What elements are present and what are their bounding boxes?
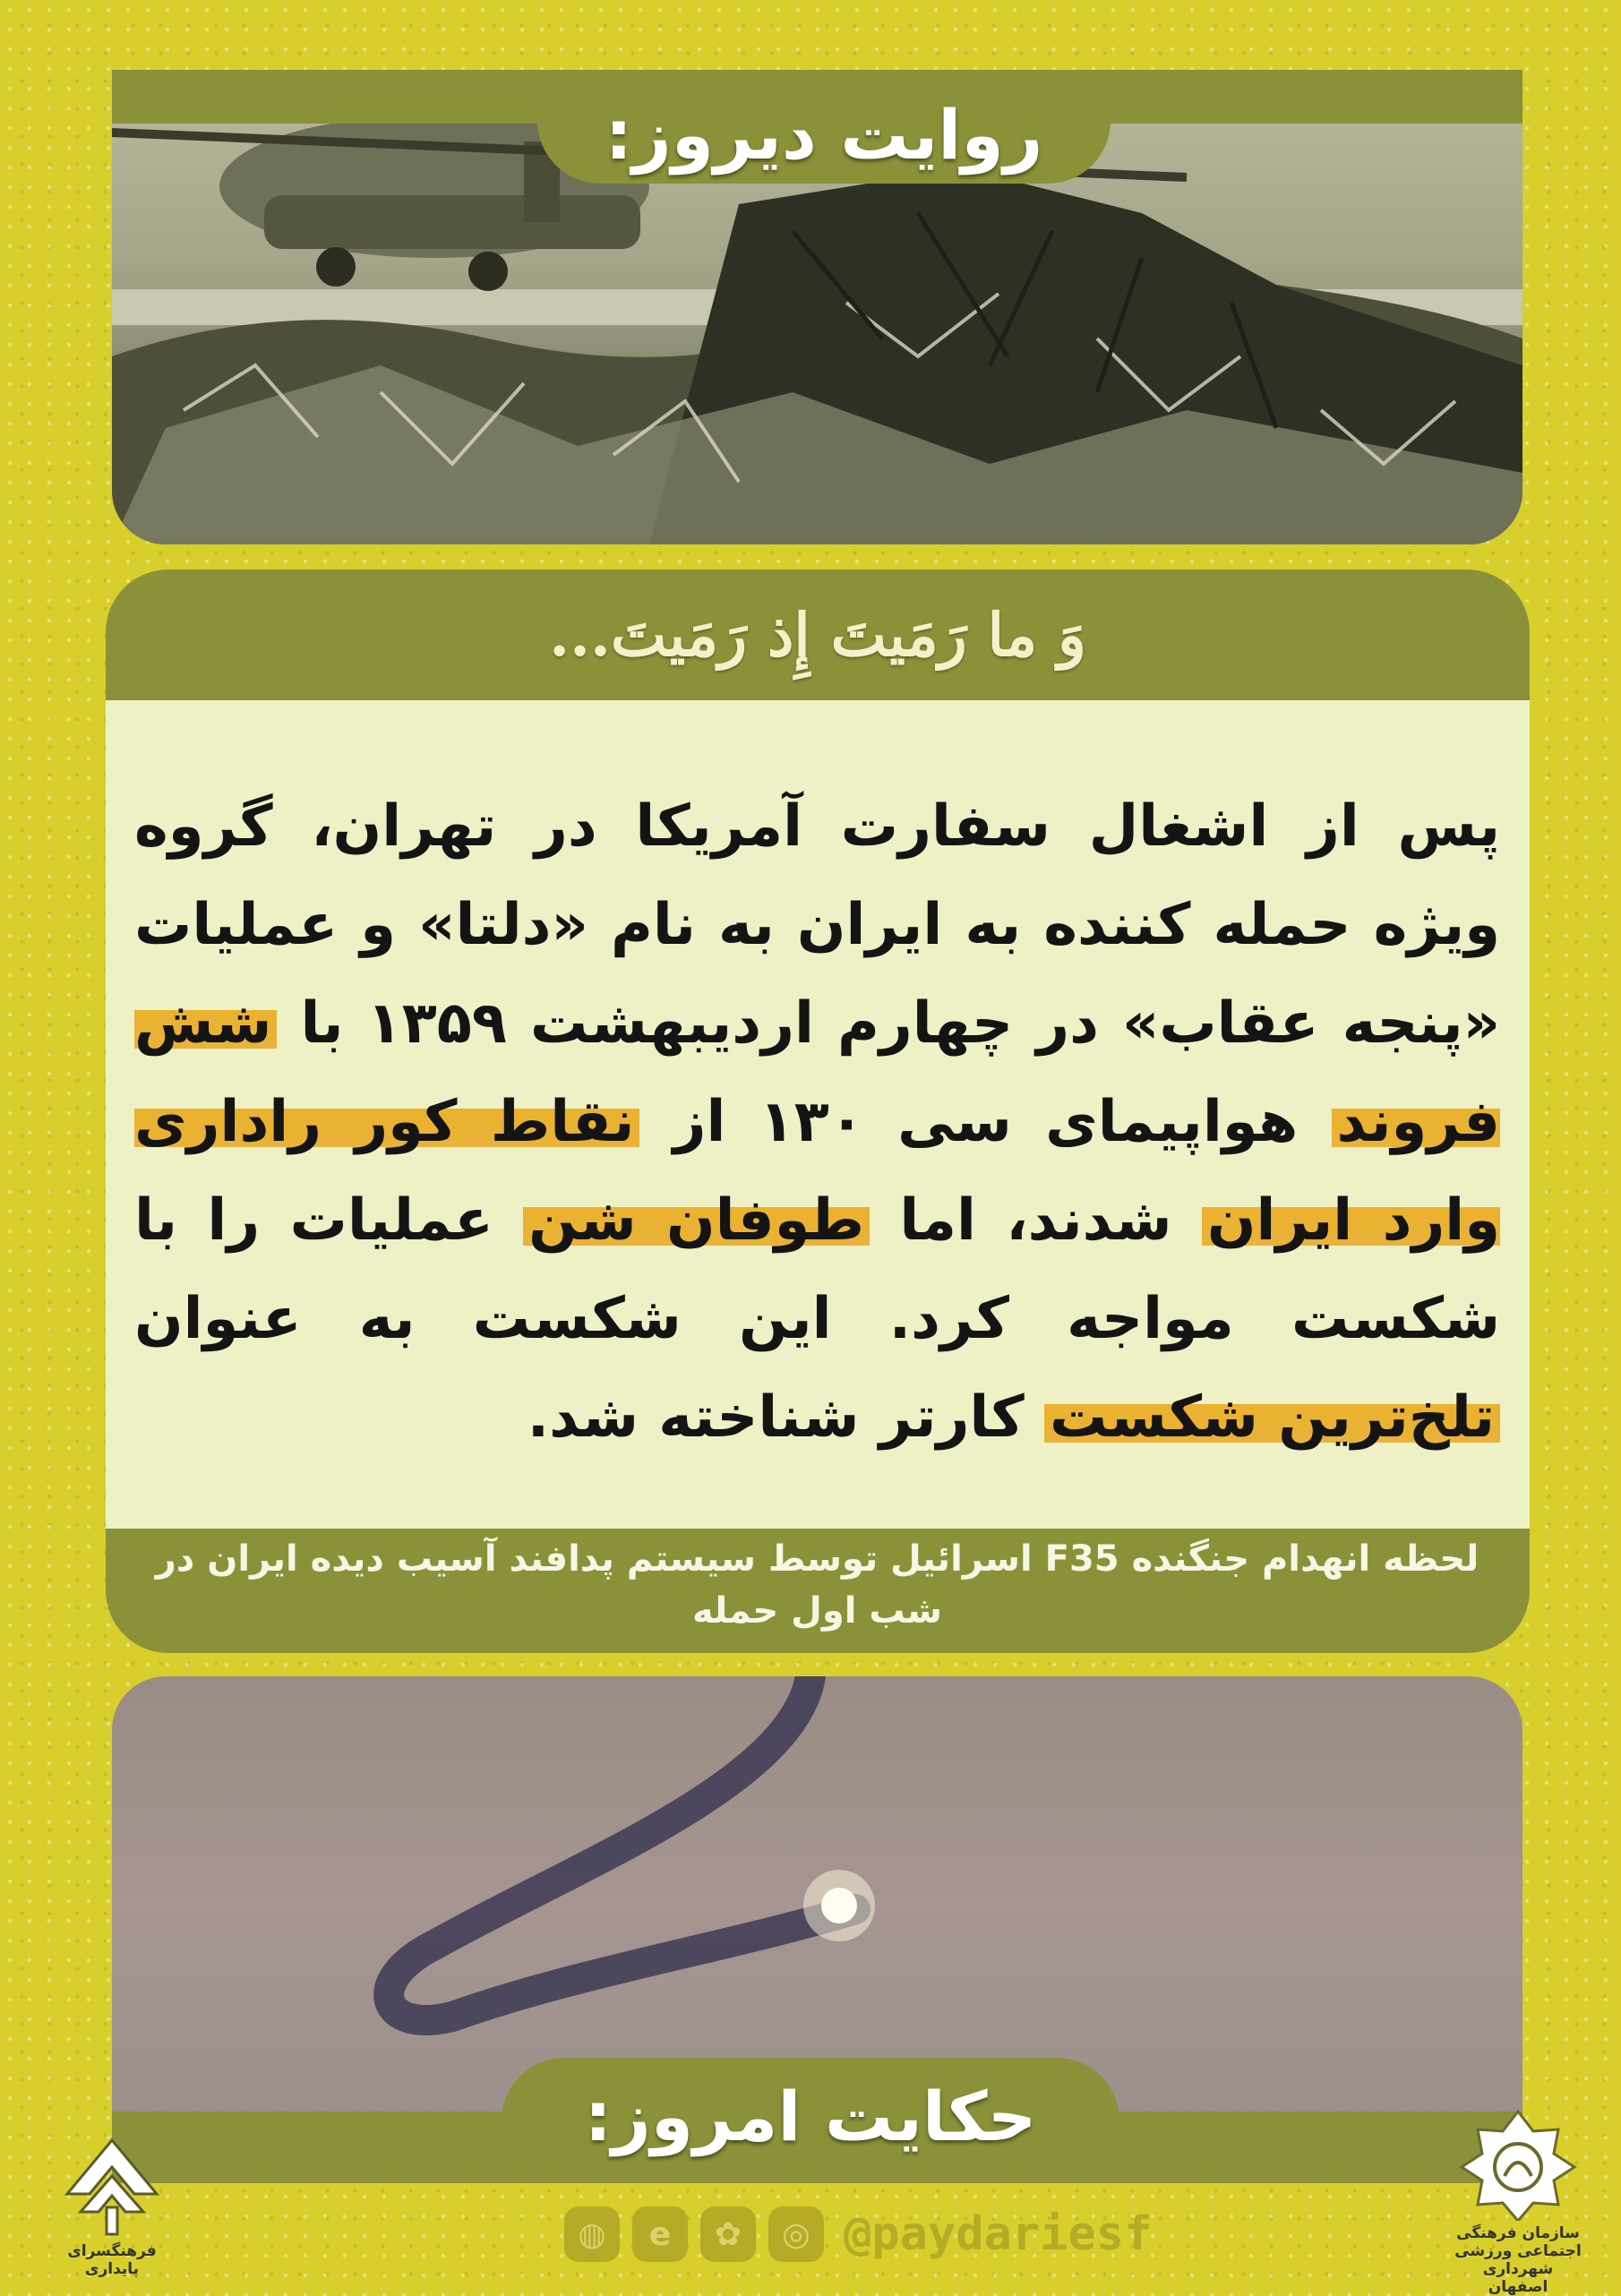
highlight-bitterest-defeat: تلخ‌ترین شکست <box>1044 1384 1500 1451</box>
highlight-sandstorm: طوفان شن <box>523 1187 870 1254</box>
story-text-part: هواپیمای سی ۱۳۰ از <box>673 1089 1299 1155</box>
globe-icon[interactable]: ◍ <box>564 2206 620 2262</box>
highlight-radar-blind-spots: نقاط کور راداری وارد ایران <box>134 1089 1500 1254</box>
social-handle[interactable]: @paydariesf <box>844 2207 1153 2261</box>
paydari-logo-text: فرهنگسرای پایداری <box>67 2242 157 2278</box>
photo-caption: لحظه انهدام جنگنده F35 اسرائیل توسط سیستم پدافند آسیب دیده ایران در شب اول حمله <box>155 1538 1479 1632</box>
story-text-part: کارتر شناخته شد. <box>527 1384 1025 1451</box>
municipality-logo-text: سازمان فرهنگی اجتماعی ورزشی شهرداری اصفهان <box>1454 2224 1582 2296</box>
highlight-six-aircraft: شش فروند <box>134 990 1501 1155</box>
story-text <box>134 777 1500 1476</box>
top-section-title: روایت دیروز: <box>537 85 1111 184</box>
instagram-icon[interactable]: ◎ <box>768 2206 824 2262</box>
bottom-section-title: حکایت امروز: <box>502 2058 1119 2174</box>
municipality-emblem-icon <box>1451 2104 1585 2221</box>
eitaa-icon[interactable]: e <box>632 2206 688 2262</box>
paydari-emblem-icon <box>49 2122 175 2239</box>
rubika-icon[interactable]: ✿ <box>700 2206 756 2262</box>
story-text-part: شدند، اما <box>899 1187 1172 1254</box>
paydari-logo <box>49 2122 175 2279</box>
card-heading: وَ ما رَمَیتَ إِذ رَمَیتَ... <box>549 599 1086 670</box>
municipality-logo <box>1451 2104 1585 2296</box>
story-text-part: عملیات را با شکست مواجه کرد. این شکست به عنوان <box>134 1187 1500 1352</box>
social-footer <box>564 2203 1173 2266</box>
story-text-part: پس از اشغال سفارت آمریکا در تهران، گروه ویژه حمله کننده به ایران به نام «دلتا» و عملیات «پنجه عقاب» در چهارم اردیبهشت ۱۳۵۹ با <box>134 793 1501 1057</box>
